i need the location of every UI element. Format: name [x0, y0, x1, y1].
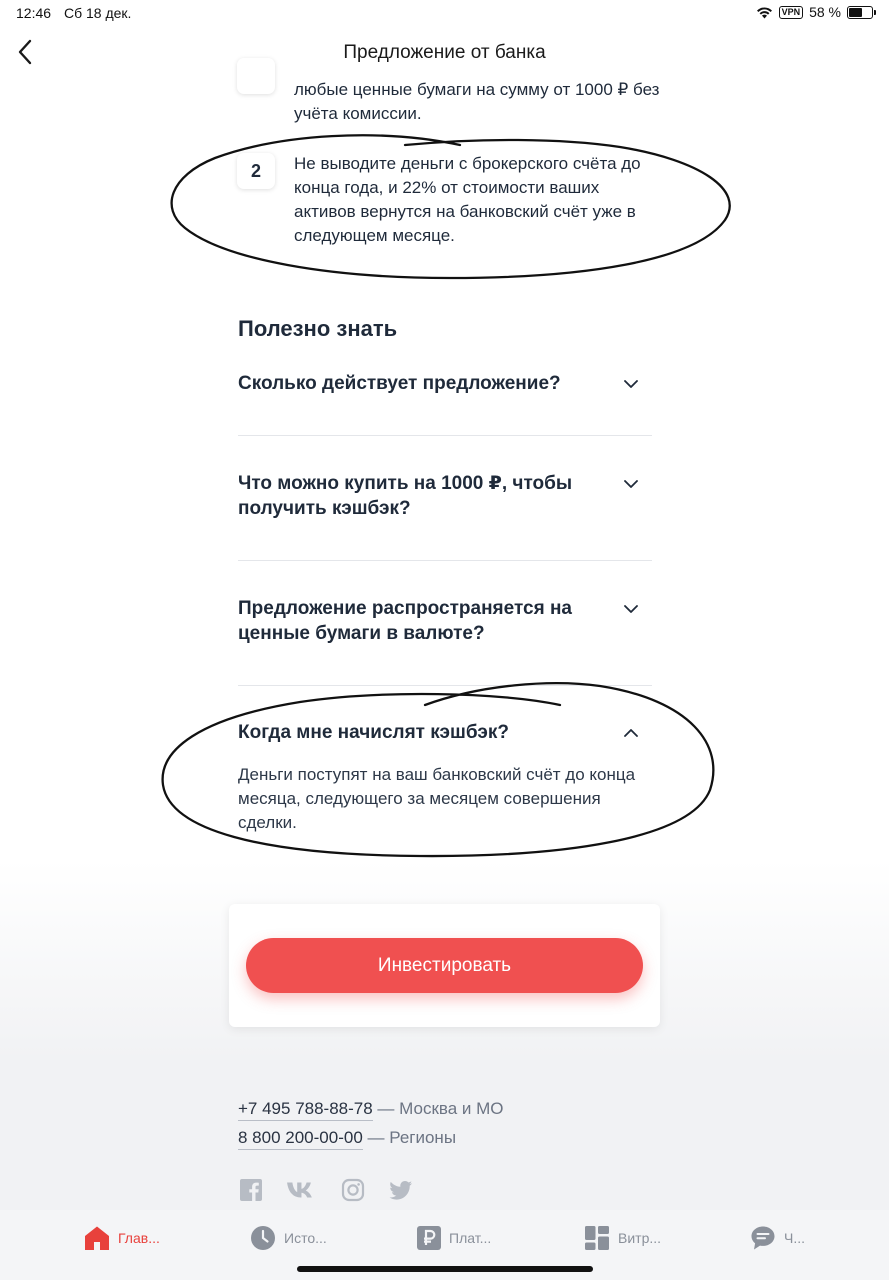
step-text-1: любые ценные бумаги на сумму от 1000 ₽ без учёта комиссии.	[294, 80, 660, 123]
faq-divider	[238, 560, 652, 561]
phone-link-regions[interactable]: 8 800 200-00-00	[238, 1128, 363, 1150]
contact-region: — Регионы	[362, 1128, 457, 1147]
ruble-icon	[417, 1226, 441, 1250]
showcase-icon	[584, 1225, 610, 1251]
contact-moscow	[238, 1099, 504, 1119]
instagram-icon[interactable]	[340, 1178, 366, 1202]
tab-label: Ч...	[784, 1230, 805, 1246]
faq-answer-cashback-timing: Деньги поступят на ваш банковский счёт до конца месяца, следующего за месяцем совершения сделки.	[238, 765, 636, 832]
status-bar	[0, 0, 889, 26]
chevron-down-icon[interactable]	[622, 377, 640, 391]
faq-question-what-to-buy[interactable]: Что можно купить на 1000 ₽, чтобы получить кэшбэк?	[238, 473, 573, 519]
tab-payments[interactable]	[417, 1224, 491, 1252]
page-title: Предложение от банка	[343, 42, 546, 63]
home-indicator	[297, 1266, 593, 1272]
twitter-icon[interactable]	[388, 1178, 414, 1202]
phone-link-moscow[interactable]: +7 495 788-88-78	[238, 1099, 373, 1121]
invest-button[interactable]: Инвестировать	[246, 938, 643, 993]
faq-divider	[238, 685, 652, 686]
chevron-up-icon[interactable]	[622, 726, 640, 740]
step-badge-2: 2	[237, 153, 275, 189]
chevron-down-icon[interactable]	[622, 602, 640, 616]
chevron-down-icon[interactable]	[622, 477, 640, 491]
wifi-icon	[756, 6, 773, 19]
vk-icon[interactable]	[286, 1178, 318, 1202]
faq-question-cashback-timing[interactable]: Когда мне начислят кэшбэк?	[238, 722, 509, 743]
battery-percent: 58 %	[809, 4, 841, 20]
status-time: 12:46	[16, 5, 52, 21]
chat-icon	[750, 1225, 776, 1251]
step-text-2: Не выводите деньги с брокерского счёта до конца года, и 22% от стоимости ваших активов вернутся на банковский счёт уже в следующем месяце.	[294, 154, 641, 245]
tab-home[interactable]	[84, 1224, 160, 1252]
faq-question-duration[interactable]: Сколько действует предложение?	[238, 373, 561, 394]
step-badge-1	[237, 58, 275, 94]
faq-divider	[238, 435, 652, 436]
tab-history[interactable]	[250, 1224, 327, 1252]
battery-icon	[847, 6, 873, 19]
tab-label: Плат...	[449, 1230, 492, 1246]
home-icon	[84, 1225, 110, 1251]
status-indicators	[756, 4, 873, 20]
tab-showcase[interactable]	[584, 1224, 661, 1252]
vpn-badge: VPN	[779, 6, 804, 19]
status-date: Сб 18 дек.	[64, 5, 132, 21]
tab-label: Глав...	[118, 1230, 160, 1246]
facebook-icon[interactable]	[238, 1178, 264, 1202]
contact-region: — Москва и МО	[372, 1099, 504, 1118]
tab-label: Витр...	[618, 1230, 662, 1246]
social-links	[238, 1178, 414, 1202]
tab-chat[interactable]	[750, 1224, 805, 1252]
contact-regions	[238, 1128, 456, 1148]
faq-section-title: Полезно знать	[238, 316, 398, 341]
clock-icon	[250, 1225, 276, 1251]
faq-question-currency[interactable]: Предложение распространяется на ценные бумаги в валюте?	[238, 598, 572, 644]
cta-card	[229, 904, 660, 1027]
tab-label: Исто...	[284, 1230, 327, 1246]
nav-bar	[0, 30, 889, 76]
